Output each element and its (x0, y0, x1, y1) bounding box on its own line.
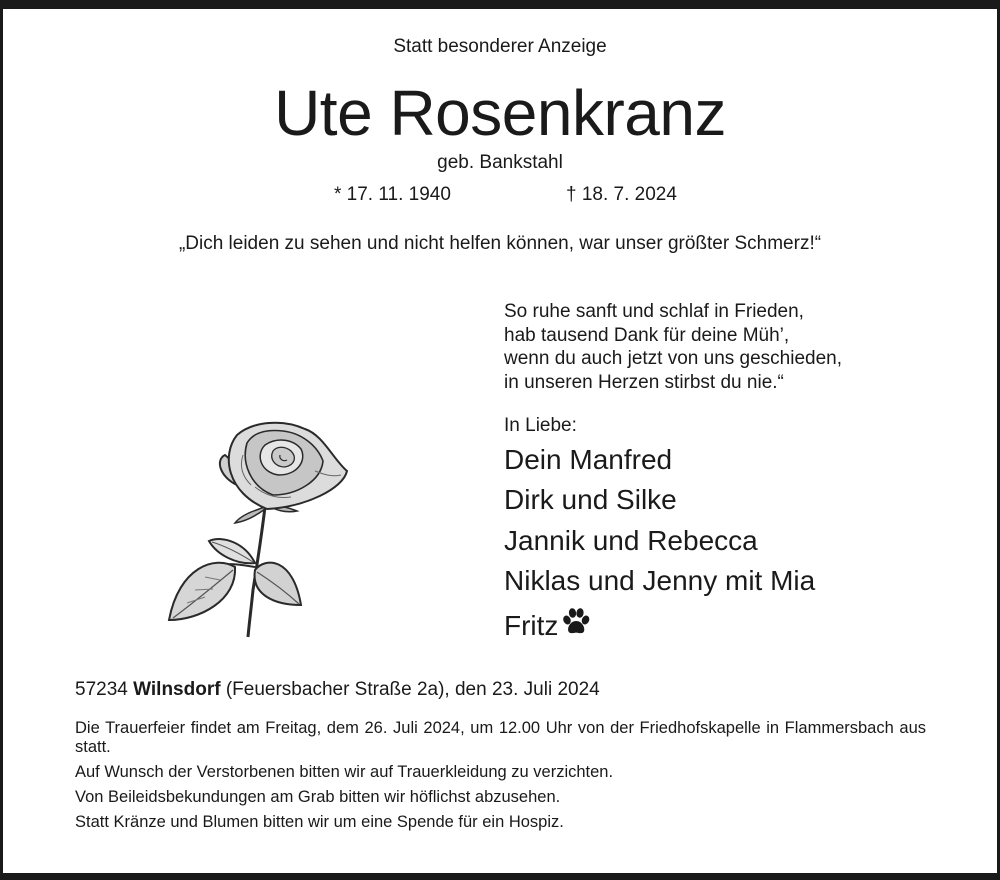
details-paragraph: Von Beileidsbekundungen am Grab bitten wir höflichst abzusehen. (75, 788, 561, 806)
mourner-name: Dirk und Silke (504, 484, 677, 515)
postcode: 57234 (75, 679, 128, 700)
mourners-intro: In Liebe: (504, 415, 577, 436)
mourner-pet (504, 607, 591, 644)
town: Wilnsdorf (133, 679, 221, 700)
birth-date: * 17. 11. 1940 (334, 184, 451, 205)
poem-line: in unseren Herzen stirbst du nie.“ (504, 371, 784, 393)
mourner-name: Dein Manfred (504, 444, 673, 475)
death-date: † 18. 7. 2024 (566, 184, 677, 205)
birth-name: geb. Bankstahl (437, 152, 563, 173)
details-paragraph: Auf Wunsch der Verstorbenen bitten wir auf Trauerkleidung zu verzichten. (75, 763, 614, 781)
notice-line: Statt besonderer Anzeige (393, 36, 607, 57)
poem-line: hab tausend Dank für deine Müh’, (504, 324, 790, 346)
place-date-line (75, 679, 600, 701)
mourner-name: Niklas und Jenny mit Mia (504, 565, 816, 596)
mourner-name: Fritz (504, 610, 559, 641)
rose-icon (165, 415, 355, 645)
details-paragraph: Statt Kränze und Blumen bitten wir um eine Spende für ein Hospiz. (75, 813, 564, 831)
details-paragraph: Die Trauerfeier findet am Freitag, dem 26. Juli 2024, um 12.00 Uhr von der Friedhofskapelle in Flammersbach aus statt. (75, 719, 926, 756)
memorial-quote: „Dich leiden zu sehen und nicht helfen können, war unser größter Schmerz!“ (178, 233, 822, 254)
funeral-details (75, 719, 926, 832)
poem (504, 300, 842, 394)
poem-line: wenn du auch jetzt von uns geschieden, (504, 348, 843, 369)
deceased-name: Ute Rosenkranz (274, 77, 726, 149)
address-date: (Feuersbacher Straße 2a), den 23. Juli 2024 (225, 679, 600, 700)
mourner-name: Jannik und Rebecca (504, 525, 758, 556)
paw-print-icon (561, 607, 591, 644)
poem-line: So ruhe sanft und schlaf in Frieden, (504, 301, 804, 322)
